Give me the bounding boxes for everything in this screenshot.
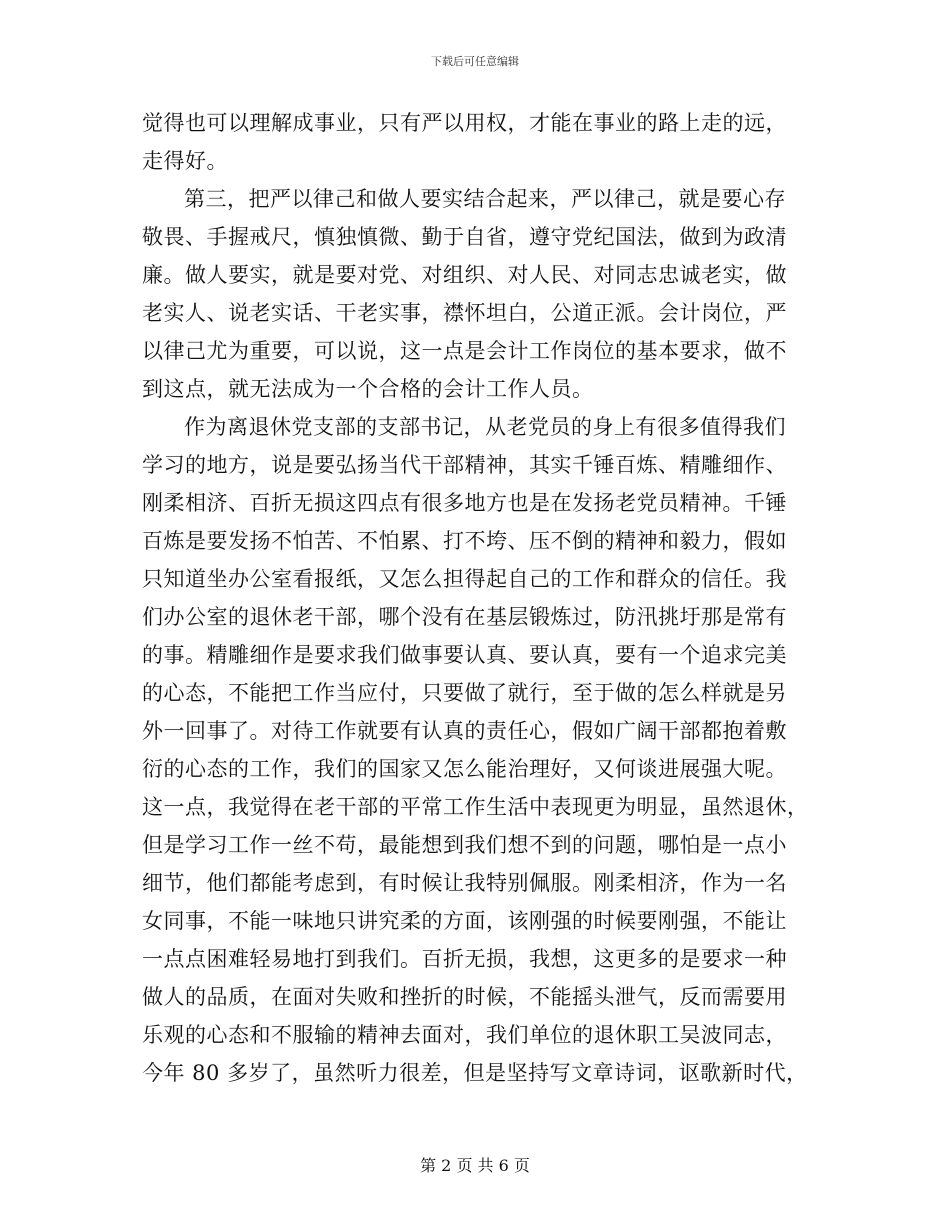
- page-header: 下载后可任意编辑: [431, 55, 519, 68]
- body-line: 的事。精雕细作是要求我们做事要认真、要认真，要有一个追求完美: [142, 643, 787, 667]
- body-line: 细节，他们都能考虑到，有时候让我特别佩服。刚柔相济，作为一名: [142, 871, 787, 895]
- body-line: 衍的心态的工作，我们的国家又怎么能治理好，又何谈进展强大呢。: [142, 757, 787, 781]
- paragraph-start-line: 作为离退休党支部的支部书记，从老党员的身上有很多值得我们: [184, 415, 786, 439]
- body-line: 做人的品质，在面对失败和挫折的时候，不能摇头泄气，反而需要用: [142, 985, 787, 1009]
- body-line: 今年 80 多岁了，虽然听力很差，但是坚持写文章诗词，讴歌新时代，: [142, 1061, 808, 1085]
- body-line: 但是学习工作一丝不苟，最能想到我们想不到的问题，哪怕是一点小: [142, 833, 787, 857]
- body-line: 这一点，我觉得在老干部的平常工作生活中表现更为明显，虽然退休，: [142, 795, 809, 819]
- body-line: 乐观的心态和不服输的精神去面对，我们单位的退休职工吴波同志，: [142, 1023, 787, 1047]
- body-line: 觉得也可以理解成事业，只有严以用权，才能在事业的路上走的远，: [142, 111, 787, 135]
- body-line: 百炼是要发扬不怕苦、不怕累、打不垮、压不倒的精神和毅力，假如: [142, 529, 787, 553]
- body-line: 刚柔相济、百折无损这四点有很多地方也是在发扬老党员精神。千锤: [142, 491, 787, 515]
- body-line: 廉。做人要实，就是要对党、对组织、对人民、对同志忠诚老实，做: [142, 263, 787, 287]
- body-line: 们办公室的退休老干部，哪个没有在基层锻炼过，防汛挑圩那是常有: [142, 605, 787, 629]
- body-line: 女同事，不能一味地只讲究柔的方面，该刚强的时候要刚强，不能让: [142, 909, 787, 933]
- body-line: 以律己尤为重要，可以说，这一点是会计工作岗位的基本要求，做不: [142, 339, 787, 363]
- body-line: 老实人、说老实话、干老实事，襟怀坦白，公道正派。会计岗位，严: [142, 301, 787, 325]
- body-line: 的心态，不能把工作当应付，只要做了就行，至于做的怎么样就是另: [142, 681, 787, 705]
- document-body: [142, 104, 808, 1092]
- body-line: 敬畏、手握戒尺，慎独慎微、勤于自省，遵守党纪国法，做到为政清: [142, 225, 787, 249]
- page-number-footer: 第 2 页 共 6 页: [420, 1156, 530, 1175]
- body-line: 到这点，就无法成为一个合格的会计工作人员。: [142, 377, 594, 401]
- body-line: 一点点困难轻易地打到我们。百折无损，我想，这更多的是要求一种: [142, 947, 787, 971]
- body-line: 外一回事了。对待工作就要有认真的责任心，假如广阔干部都抱着敷: [142, 719, 787, 743]
- body-line: 只知道坐办公室看报纸，又怎么担得起自己的工作和群众的信任。我: [142, 567, 787, 591]
- body-line: 走得好。: [142, 149, 228, 173]
- body-line: 学习的地方，说是要弘扬当代干部精神，其实千锤百炼、精雕细作、: [142, 453, 787, 477]
- paragraph-start-line: 第三，把严以律己和做人要实结合起来，严以律己，就是要心存: [184, 187, 786, 211]
